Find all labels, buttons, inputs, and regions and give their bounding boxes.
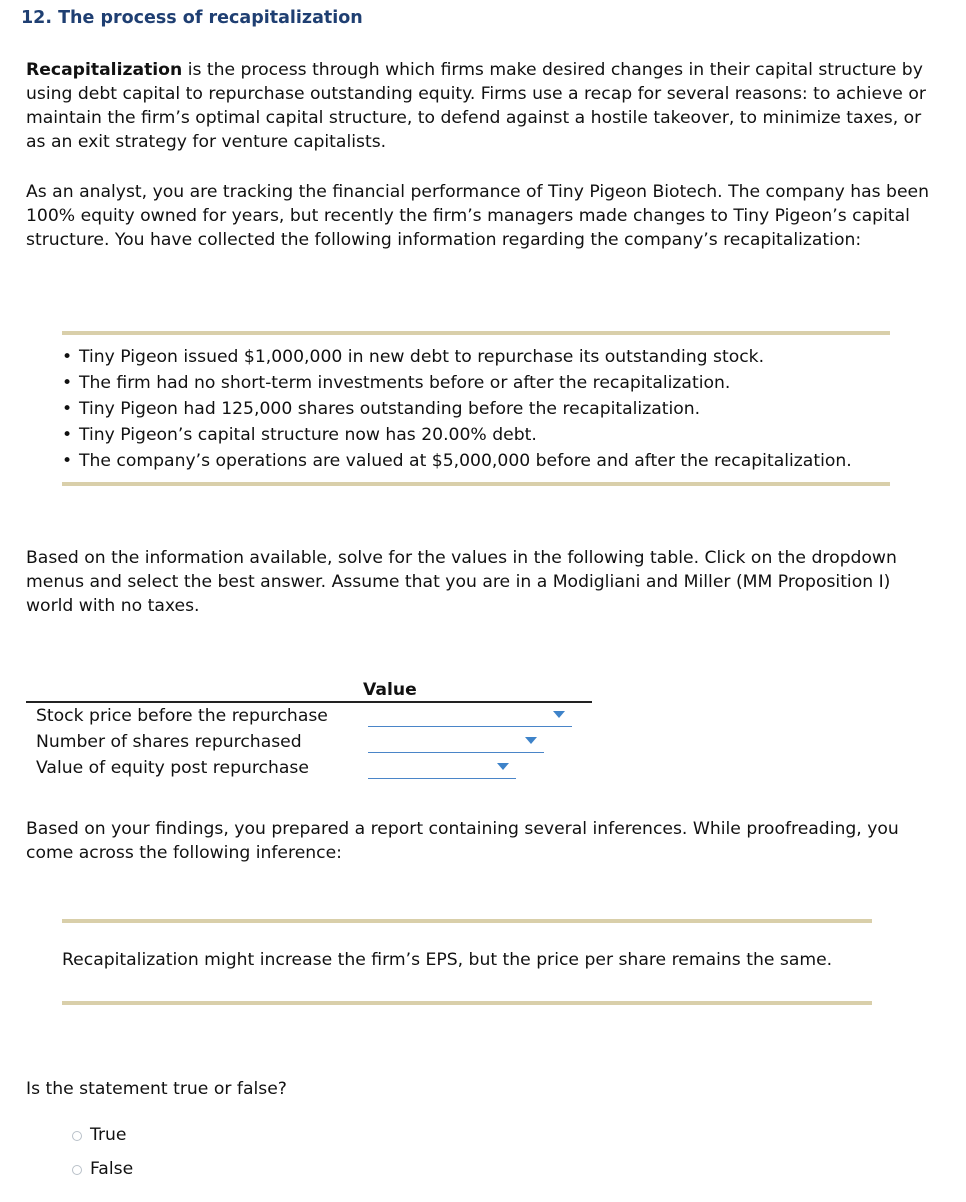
dropdown-arrow-icon [553, 711, 565, 718]
fact-item: • The company’s operations are valued at $5,000,000 before and after the recapitalization. [62, 448, 852, 474]
table-row [26, 755, 592, 781]
row-label-shares-repurchased: Number of shares repurchased [36, 732, 302, 752]
table-row [26, 729, 592, 755]
fact-item: • Tiny Pigeon had 125,000 shares outstanding before the recapitalization. [62, 396, 852, 422]
intro-paragraph [26, 58, 941, 154]
findings-paragraph: Based on your findings, you prepared a report containing several inferences. While proofreading, you come across the following inference: [26, 819, 899, 863]
row-label-equity-value: Value of equity post repurchase [36, 758, 309, 778]
inference-top-divider [62, 919, 872, 923]
recapitalization-definition: is the process through which firms make desired changes in their capital structure by using debt capital to repurchase outstanding equity. Firms use a recap for several reasons: to achieve or maintain the firm’s optimal capital structure, to defend against a hostile takeover, to minimize taxes, or as an exit strategy for venture capitalists. [26, 60, 926, 152]
question-title: 12. The process of recapitalization [21, 8, 363, 28]
bullet-icon: • [62, 347, 73, 367]
facts-bottom-divider [62, 482, 890, 486]
option-label: True [90, 1125, 127, 1145]
bullet-icon: • [62, 451, 73, 471]
values-table-header [26, 678, 592, 703]
row-label-stock-price: Stock price before the repurchase [36, 706, 328, 726]
facts-list [62, 344, 852, 474]
radio-button-icon[interactable] [72, 1131, 82, 1141]
bullet-icon: • [62, 425, 73, 445]
scenario-paragraph: As an analyst, you are tracking the financial performance of Tiny Pigeon Biotech. The company has been 100% equity owned for years, but recently the firm’s managers made changes to Tiny Pigeon’s capital structure. You have collected the following information regarding the company’s recapitalization: [26, 182, 930, 250]
instructions-paragraph: Based on the information available, solve for the values in the following table. Click on the dropdown menus and select the best answer. Assume that you are in a Modigliani and Miller (MM Proposition I) world with no taxes. [26, 548, 897, 616]
value-column-header: Value [363, 680, 417, 700]
bullet-icon: • [62, 373, 73, 393]
fact-item: • Tiny Pigeon issued $1,000,000 in new debt to repurchase its outstanding stock. [62, 344, 852, 370]
inference-bottom-divider [62, 1001, 872, 1005]
equity-value-dropdown[interactable] [368, 761, 516, 779]
dropdown-arrow-icon [525, 737, 537, 744]
radio-button-icon[interactable] [72, 1165, 82, 1175]
stock-price-dropdown[interactable] [368, 709, 572, 727]
fact-item: • The firm had no short-term investments before or after the recapitalization. [62, 370, 852, 396]
option-true[interactable] [72, 1125, 127, 1145]
table-row [26, 703, 592, 729]
shares-repurchased-dropdown[interactable] [368, 735, 544, 753]
fact-item: • Tiny Pigeon’s capital structure now has 20.00% debt. [62, 422, 852, 448]
bullet-icon: • [62, 399, 73, 419]
inference-statement: Recapitalization might increase the firm’s EPS, but the price per share remains the same. [62, 950, 833, 970]
true-false-question: Is the statement true or false? [26, 1079, 287, 1099]
recapitalization-term: Recapitalization [26, 60, 183, 80]
values-table [26, 678, 592, 781]
option-false[interactable] [72, 1159, 133, 1179]
dropdown-arrow-icon [497, 763, 509, 770]
option-label: False [90, 1159, 134, 1179]
facts-top-divider [62, 331, 890, 335]
